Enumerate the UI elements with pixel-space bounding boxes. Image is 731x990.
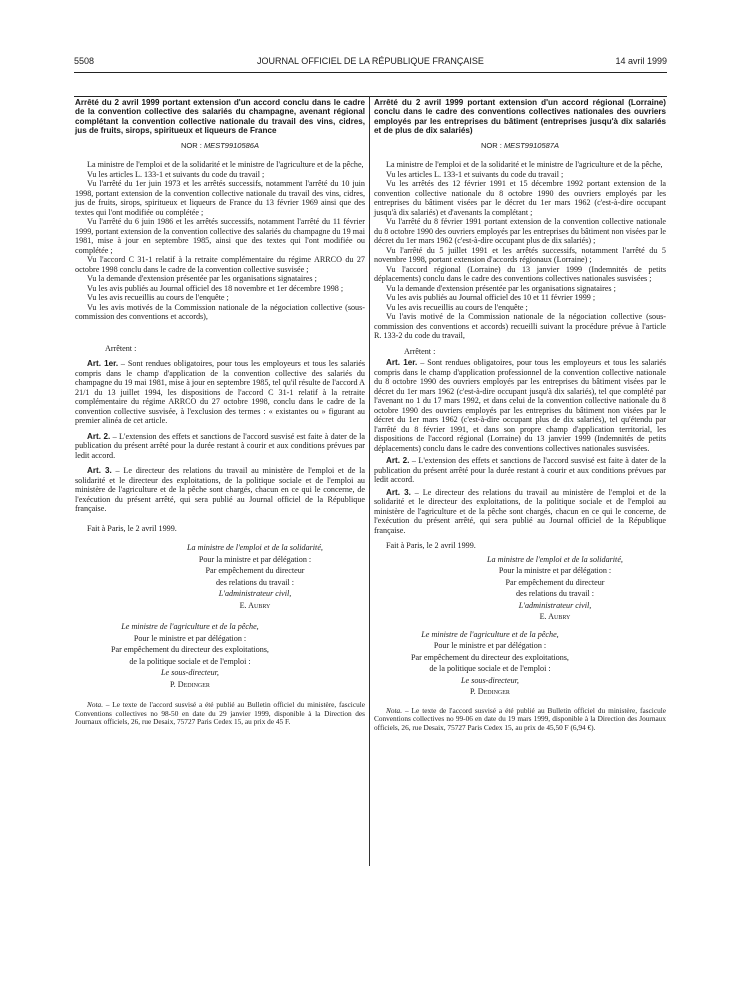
sig-name: E. Aubry	[239, 600, 271, 610]
left-arretent: Arrêtent :	[105, 343, 137, 353]
left-art1-label: Art. 1er.	[87, 359, 119, 369]
sig-line: des relations du travail :	[515, 589, 595, 599]
sig-line: Pour le ministre et par délégation :	[433, 641, 547, 651]
left-para: Vu l'arrêté du 6 juin 1986 et les arrêtés successifs, notamment l'arrêté du 11 février 1999, portant extension de la convention collective des salariés du champagne du 19 mai 1981, mise à jour en septembre 1985, ainsi que des textes qui l'ont modifiée ou complétée ;	[75, 217, 365, 255]
column-divider	[369, 96, 370, 866]
left-column	[75, 98, 365, 727]
left-nota	[75, 701, 365, 727]
right-para: Vu l'arrêté du 5 juillet 1991 et les arrêtés successifs, notamment l'arrêté du 5 novembre 1998, portant extension d'accords régionaux (Lorraine) ;	[374, 245, 666, 265]
right-signature-1	[374, 555, 666, 622]
left-article-3	[75, 466, 365, 514]
right-arretent: Arrêtent :	[404, 346, 436, 356]
right-nor	[374, 141, 666, 151]
sig-line: Par empêchement du directeur	[505, 577, 605, 587]
right-nota-label: Nota.	[386, 705, 403, 715]
right-article-3	[374, 488, 666, 536]
left-nota-text: – Le texte de l'accord susvisé a été publié au Bulletin officiel du ministère, fascicule Conventions collectives no 98-50 en date du 29 janvier 1999, disponible à la Direction des Journaux officiels, 26, rue Desaix, 75727 Paris Cedex 15, au prix de 45 F.	[75, 700, 365, 727]
sig-line: Le ministre de l'agriculture et de la pêche,	[121, 622, 259, 632]
left-art2-label: Art. 2.	[87, 431, 111, 441]
left-decree-title: Arrêté du 2 avril 1999 portant extension d'un accord conclu dans le cadre de la convention collective des salariés du champagne, avenant régional complétant la convention collective nationale du travail des vins, cidres, jus de fruits, sirops, spiritueux et liqueurs de France	[75, 98, 365, 136]
sig-line: Pour la ministre et par délégation :	[198, 554, 312, 564]
left-article-2	[75, 432, 365, 461]
left-nor	[75, 141, 365, 151]
left-nor-code: MEST9910586A	[203, 140, 259, 150]
issue-date: 14 avril 1999	[615, 56, 667, 66]
left-para: Vu les articles L. 133-1 et suivants du code du travail ;	[87, 169, 265, 179]
right-decree-title: Arrêté du 2 avril 1999 portant extension d'un accord régional (Lorraine) conclu dans le cadre des conventions collectives nationales des ouvriers employés par les entreprises du bâtiment (entreprises jusqu'à dix salariés et de plus de dix salariés)	[374, 98, 666, 136]
right-para: Vu les articles L. 133-1 et suivants du code du travail ;	[386, 169, 564, 179]
left-para: Vu l'accord C 31-1 relatif à la retraite complémentaire du régime ARRCO du 27 octobre 1998 conclu dans le cadre de la convention collective susvisée ;	[75, 255, 365, 274]
sig-name: P. Dedinger	[170, 679, 210, 689]
sig-line: Le sous-directeur,	[161, 668, 219, 678]
left-para: Vu l'arrêté du 1er juin 1973 et les arrêtés successifs, notamment l'arrêté du 10 juin 1998, portant extension de la convention collective nationale du travail des vins, cidres, jus de fruits, sirops, spiritueux et liqueurs de France du 13 février 1969 ainsi que des textes qui l'ont modifiée ou complétée ;	[75, 179, 365, 217]
left-para: Vu les avis publiés au Journal officiel des 18 novembre et 1er décembre 1998 ;	[87, 283, 344, 293]
right-art1-text: – Sont rendues obligatoires, pour tous les employeurs et tous les salariés compris dans le champ d'application professionnel de la convention collective nationale du 8 octobre 1990 des ouvriers employés par les entreprises du bâtiment visées par le décret du 1er mars 1962 (c'est-à-dire occupant jusqu'à dix salariés), tel que complété par l'avenant no 1 du 17 mars 1992, et dans celui de la convention collective nationale du 8 octobre 1990 des ouvriers employés par les entreprises du bâtiment non visées par le décret du 1er mars 1962 (c'est-à-dire occupant plus de dix salariés), tel qu'étendu par l'arrêté du 8 février 1991, et dans son propre champ d'application territorial, les dispositions de l'accord régional (Lorraine) du 13 janvier 1999 (Indemnités de petits déplacements) conclu dans le cadre des conventions collectives nationales susvisées.	[374, 358, 666, 453]
right-art2-text: – L'extension des effets et sanctions de l'accord susvisé est faite à dater de la publication du présent arrêté pour la durée restant à courir et aux conditions prévues par ledit accord.	[374, 456, 666, 485]
right-art2-label: Art. 2.	[386, 456, 410, 466]
left-nota-label: Nota.	[87, 700, 104, 710]
sig-line: Le sous-directeur,	[461, 675, 519, 685]
left-signature-1	[75, 543, 365, 610]
right-art3-label: Art. 3.	[386, 487, 411, 497]
left-article-1	[75, 359, 365, 426]
left-para: Vu les avis recueillis au cours de l'enquête ;	[87, 293, 229, 303]
left-fait: Fait à Paris, le 2 avril 1999.	[87, 523, 177, 533]
right-nor-code: MEST9910587A	[503, 140, 559, 150]
sig-line: L'administrateur civil,	[518, 600, 592, 610]
right-nor-label: NOR :	[481, 140, 502, 150]
right-column	[374, 98, 666, 732]
left-para: Vu les avis motivés de la Commission nationale de la négociation collective (sous-commission des conventions et accords),	[75, 302, 365, 322]
right-article-2	[374, 456, 666, 485]
sig-line: Par empêchement du directeur des exploitations,	[411, 652, 569, 662]
sig-line: Le ministre de l'agriculture et de la pêche,	[421, 629, 559, 639]
sig-line: Pour la ministre et par délégation :	[498, 566, 612, 576]
top-rule	[74, 96, 667, 97]
sig-line: L'administrateur civil,	[218, 589, 292, 599]
left-art2-text: – L'extension des effets et sanctions de l'accord susvisé est faite à dater de la publication du présent arrêté pour la durée restant à courir et aux conditions prévues par ledit accord.	[75, 431, 365, 460]
right-para: Vu l'accord régional (Lorraine) du 13 janvier 1999 (Indemnités de petits déplacements) conclu dans le cadre des conventions collectives nationales susvisées ;	[374, 264, 666, 284]
sig-line: La ministre de l'emploi et de la solidarité,	[187, 543, 323, 553]
right-para: La ministre de l'emploi et de la solidarité et le ministre de l'agriculture et de la pêche,	[386, 160, 663, 170]
page-header	[74, 56, 667, 70]
left-signature-2	[75, 622, 365, 689]
header-rule	[74, 72, 667, 73]
right-para: Vu les avis recueillis au cours de l'enquête ;	[386, 302, 528, 312]
left-para: Vu la demande d'extension présentée par les organisations signataires ;	[87, 274, 317, 284]
right-signature-2	[374, 630, 666, 697]
journal-title: JOURNAL OFFICIEL DE LA RÉPUBLIQUE FRANÇAISE	[257, 56, 484, 66]
sig-line: des relations du travail :	[215, 577, 295, 587]
right-para: Vu les arrêtés des 12 février 1991 et 15 décembre 1992 portant extension de la convention collective nationale du 8 octobre 1990 des ouvriers employés par les entreprises du bâtiment visées par le décret du 1er mars 1962 (c'est-à-dire occupant jusqu'à dix salariés) et d'avenants la complétant ;	[374, 179, 666, 217]
right-article-1	[374, 358, 666, 453]
right-para: Vu l'avis motivé de la Commission nationale de la négociation collective (sous-commission des conventions et accords) recueilli suivant la procédure prévue à l'article R. 133-2 du code du travail,	[374, 312, 666, 341]
sig-line: de la politique sociale et de l'emploi :	[129, 656, 251, 666]
sig-line: Par empêchement du directeur	[205, 566, 305, 576]
page-number: 5508	[74, 56, 95, 66]
right-para: Vu les avis publiés au Journal officiel des 10 et 11 février 1999 ;	[386, 293, 596, 303]
right-para: Vu la demande d'extension présentée par les organisations signataires ;	[386, 283, 616, 293]
sig-line: Par empêchement du directeur des exploitations,	[111, 645, 269, 655]
left-art3-label: Art. 3.	[87, 466, 112, 476]
left-para: La ministre de l'emploi et de la solidarité et le ministre de l'agriculture et de la pêche,	[87, 160, 364, 170]
right-nota-text: – Le texte de l'accord susvisé a été publié au Bulletin officiel du ministère, fascicule Conventions collectives no 99-06 en date du 19 mars 1999, disponible à la Direction des Journaux officiels, 26, rue Desaix, 75727 Paris Cedex 15, au prix de 45,50 F (6,94 €).	[374, 705, 666, 732]
right-art3-text: – Le directeur des relations du travail au ministère de l'emploi et de la solidarité et le directeur des exploitations, de la politique sociale et de l'emploi au ministère de l'agriculture et de la pêche sont chargés, chacun en ce qui le concerne, de l'exécution du présent arrêté, qui sera publié au Journal officiel de la République française.	[374, 487, 666, 535]
right-fait: Fait à Paris, le 2 avril 1999.	[386, 541, 476, 551]
right-para: Vu l'arrêté du 8 février 1991 portant extension de la convention collective nationale du 8 octobre 1990 des ouvriers employés par les entreprises du bâtiment non visées par le décret du 1er mars 1962 (c'est-à-dire occupant plus de dix salariés) ;	[374, 217, 666, 246]
left-art3-text: – Le directeur des relations du travail au ministère de l'emploi et de la solidarité et le directeur des exploitations, de la politique sociale et de l'emploi au ministère de l'agriculture et de la pêche sont chargés, chacun en ce qui le concerne, de l'exécution du présent arrêté, qui sera publié au Journal officiel de la République française.	[75, 466, 365, 514]
left-nor-label: NOR :	[181, 140, 202, 150]
left-art1-text: – Sont rendues obligatoires, pour tous les employeurs et tous les salariés compris dans le champ d'application de la convention collective des salariés du champagne du 19 mai 1981, mise à jour en septembre 1985, tel qu'il résulte de l'accord A 21/1 du 13 juillet 1994, les dispositions de l'accord C 31-1 relatif à la retraite complémentaire du régime ARRCO du 27 octobre 1998, conclu dans le cadre de la convention collective susvisée, à l'exclusion des termes : « existantes ou » figurant au premier alinéa de cet article.	[75, 359, 365, 426]
sig-line: La ministre de l'emploi et de la solidarité,	[487, 554, 623, 564]
right-art1-label: Art. 1er.	[386, 358, 418, 368]
sig-line: de la politique sociale et de l'emploi :	[429, 664, 551, 674]
sig-line: Pour le ministre et par délégation :	[133, 633, 247, 643]
sig-name: E. Aubry	[539, 612, 571, 622]
right-nota	[374, 707, 666, 733]
sig-name: P. Dedinger	[470, 687, 510, 697]
